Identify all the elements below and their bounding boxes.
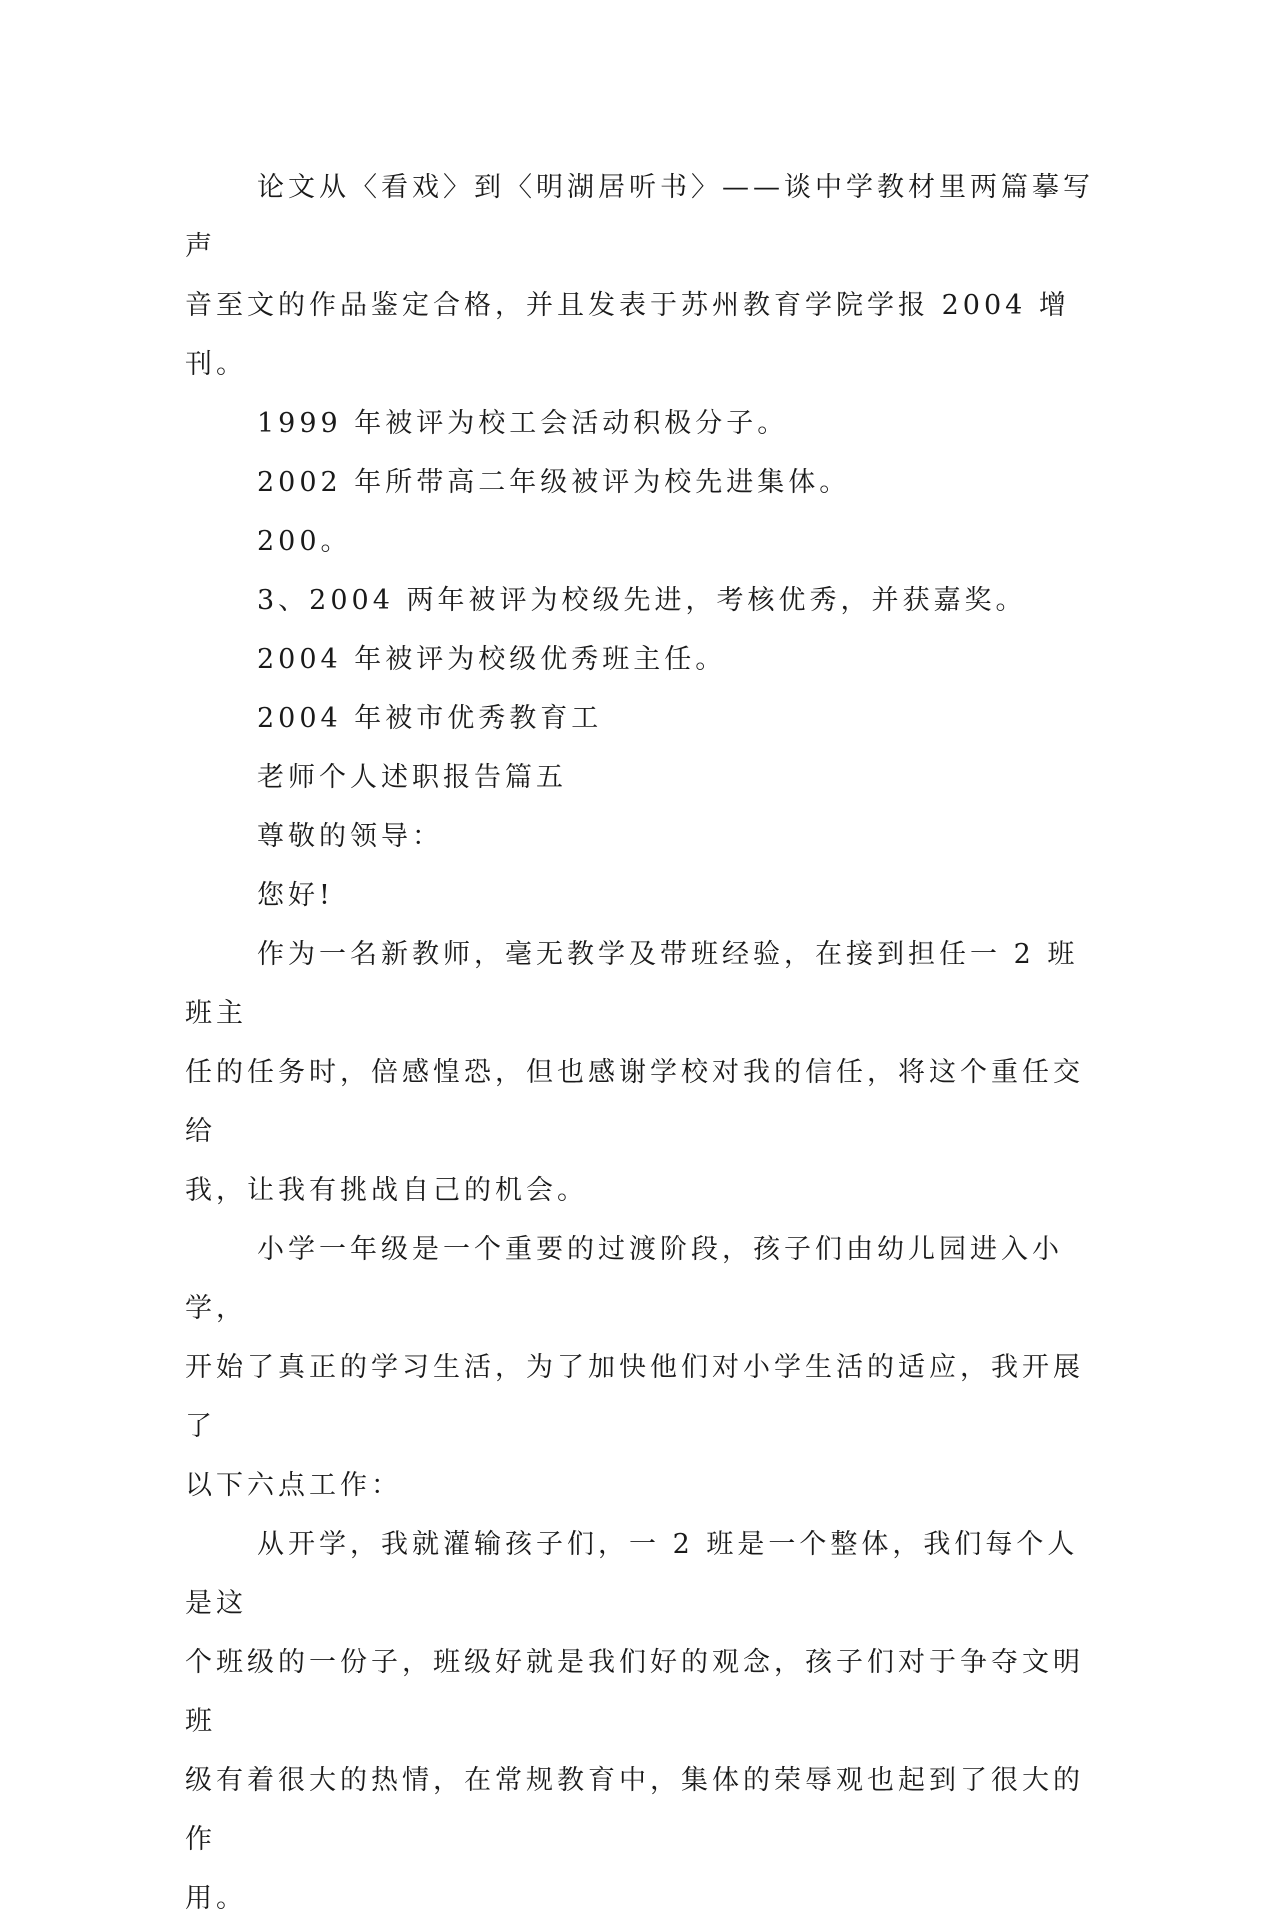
salutation: 尊敬的领导：: [257, 821, 443, 852]
paragraph-point-one: [185, 1515, 1095, 1928]
text-line: 从开学，我就灌输孩子们，一 2 班是一个整体，我们每个人是这: [185, 1529, 1079, 1619]
paragraph-fragment: 200。: [257, 526, 352, 557]
paragraph-award-2002: 2002 年所带高二年级被评为校先进集体。: [257, 467, 851, 498]
paragraph-award-2004-b: 2004 年被评为校级优秀班主任。: [257, 644, 727, 675]
paragraph-award-2004-c: 2004 年被市优秀教育工: [257, 703, 603, 734]
text-line: 用。: [185, 1883, 247, 1914]
text-line: 作为一名新教师，毫无教学及带班经验，在接到担任一 2 班班主: [185, 939, 1079, 1029]
text-line: 音至文的作品鉴定合格，并且发表于苏州教育学院学报 2004 增刊。: [185, 290, 1070, 380]
text-line: 我，让我有挑战自己的机会。: [185, 1175, 588, 1206]
text-line: 以下六点工作：: [185, 1470, 402, 1501]
section-heading: 老师个人述职报告篇五: [257, 762, 567, 793]
paragraph-thesis: [185, 158, 1095, 394]
document-body: [185, 158, 1095, 1928]
paragraph-award-2004-a: 3、2004 两年被评为校级先进，考核优秀，并获嘉奖。: [257, 585, 1027, 616]
text-line: 开始了真正的学习生活，为了加快他们对小学生活的适应，我开展了: [185, 1352, 1084, 1442]
paragraph-intro: [185, 925, 1095, 1220]
text-line: 任的任务时，倍感惶恐，但也感谢学校对我的信任，将这个重任交给: [185, 1057, 1084, 1147]
paragraph-transition: [185, 1220, 1095, 1515]
greeting: 您好!: [257, 880, 334, 911]
text-line: 小学一年级是一个重要的过渡阶段，孩子们由幼儿园进入小学，: [185, 1234, 1063, 1324]
text-line: 个班级的一份子，班级好就是我们好的观念，孩子们对于争夺文明班: [185, 1647, 1084, 1737]
text-line: 论文从〈看戏〉到〈明湖居听书〉——谈中学教材里两篇摹写声: [185, 172, 1094, 262]
paragraph-award-1999: 1999 年被评为校工会活动积极分子。: [257, 408, 789, 439]
text-line: 级有着很大的热情，在常规教育中，集体的荣辱观也起到了很大的作: [185, 1765, 1084, 1855]
